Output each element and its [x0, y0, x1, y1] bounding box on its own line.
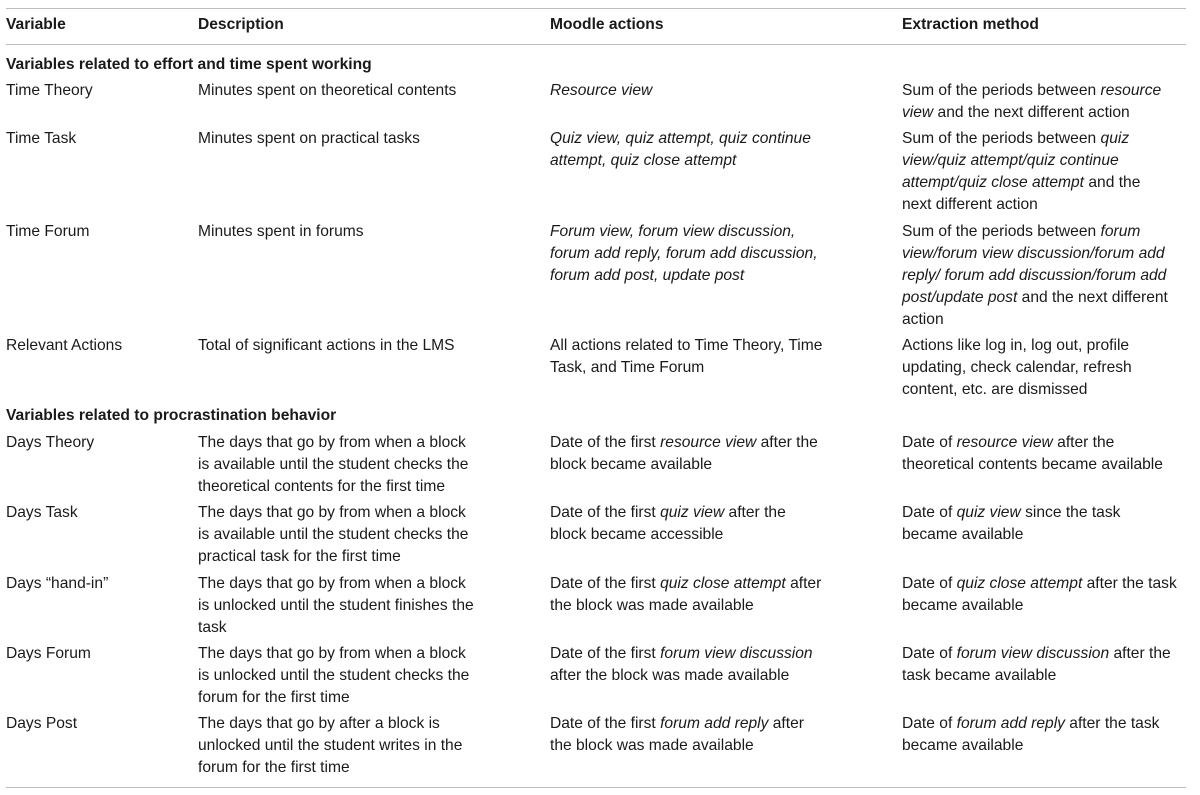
- header-description: Description: [198, 16, 284, 33]
- header-variable: Variable: [6, 16, 66, 33]
- cell-extraction-method: Date of quiz view since the task became available: [902, 504, 1121, 543]
- cell-extraction-method: Date of resource view after the theoretical contents became available: [902, 434, 1163, 473]
- cell-description: Minutes spent on practical tasks: [198, 130, 420, 147]
- cell-extraction-method: Sum of the periods between quiz view/quiz attempt/quiz continue attempt/quiz close attempt and the next different action: [902, 130, 1141, 213]
- table-top-rule: [6, 8, 1186, 9]
- cell-description: The days that go by from when a block is available until the student checks the theoretical contents for the first time: [198, 434, 469, 495]
- cell-variable: Time Forum: [6, 223, 90, 240]
- cell-description: The days that go by from when a block is unlocked until the student checks the forum for the first time: [198, 645, 470, 706]
- cell-moodle-actions: Resource view: [550, 82, 653, 99]
- section-heading-procrastination: Variables related to procrastination behavior: [6, 407, 337, 424]
- cell-moodle-actions: Date of the first forum add reply after the block was made available: [550, 715, 804, 754]
- table-header-rule: [6, 44, 1186, 45]
- table-bottom-rule: [6, 787, 1186, 788]
- header-moodle-actions: Moodle actions: [550, 16, 664, 33]
- cell-extraction-method: Date of forum add reply after the task became available: [902, 715, 1160, 754]
- cell-description: Minutes spent in forums: [198, 223, 364, 240]
- cell-variable: Days Task: [6, 504, 78, 521]
- cell-description: The days that go by from when a block is available until the student checks the practical task for the first time: [198, 504, 469, 565]
- cell-moodle-actions: Date of the first forum view discussion after the block was made available: [550, 645, 813, 684]
- cell-moodle-actions: Date of the first quiz close attempt after the block was made available: [550, 575, 822, 614]
- cell-variable: Time Task: [6, 130, 77, 147]
- cell-variable: Relevant Actions: [6, 337, 123, 354]
- cell-description: Minutes spent on theoretical contents: [198, 82, 457, 99]
- header-extraction-method: Extraction method: [902, 16, 1039, 33]
- cell-moodle-actions: Forum view, forum view discussion, forum add reply, forum add discussion, forum add post, update post: [550, 223, 818, 284]
- section-heading-effort: Variables related to effort and time spent working: [6, 56, 372, 73]
- cell-moodle-actions: Quiz view, quiz attempt, quiz continue attempt, quiz close attempt: [550, 130, 811, 169]
- cell-extraction-method: Date of forum view discussion after the task became available: [902, 645, 1171, 684]
- cell-description: The days that go by after a block is unlocked until the student writes in the forum for the first time: [198, 715, 463, 776]
- cell-variable: Days Theory: [6, 434, 95, 451]
- cell-description: Total of significant actions in the LMS: [198, 337, 455, 354]
- cell-moodle-actions: Date of the first resource view after the block became available: [550, 434, 818, 473]
- cell-extraction-method: Actions like log in, log out, profile updating, check calendar, refresh content, etc. are dismissed: [902, 337, 1132, 398]
- cell-extraction-method: Sum of the periods between resource view and the next different action: [902, 82, 1162, 121]
- cell-variable: Days Forum: [6, 645, 91, 662]
- cell-variable: Days “hand-in”: [6, 575, 109, 592]
- cell-variable: Days Post: [6, 715, 78, 732]
- cell-extraction-method: Sum of the periods between forum view/forum view discussion/forum add reply/ forum add discussion/forum add post/update post and the next different action: [902, 223, 1168, 328]
- cell-moodle-actions: All actions related to Time Theory, Time Task, and Time Forum: [550, 337, 823, 376]
- cell-description: The days that go by from when a block is unlocked until the student finishes the task: [198, 575, 474, 636]
- cell-moodle-actions: Date of the first quiz view after the block became accessible: [550, 504, 786, 543]
- cell-extraction-method: Date of quiz close attempt after the task became available: [902, 575, 1177, 614]
- cell-variable: Time Theory: [6, 82, 93, 99]
